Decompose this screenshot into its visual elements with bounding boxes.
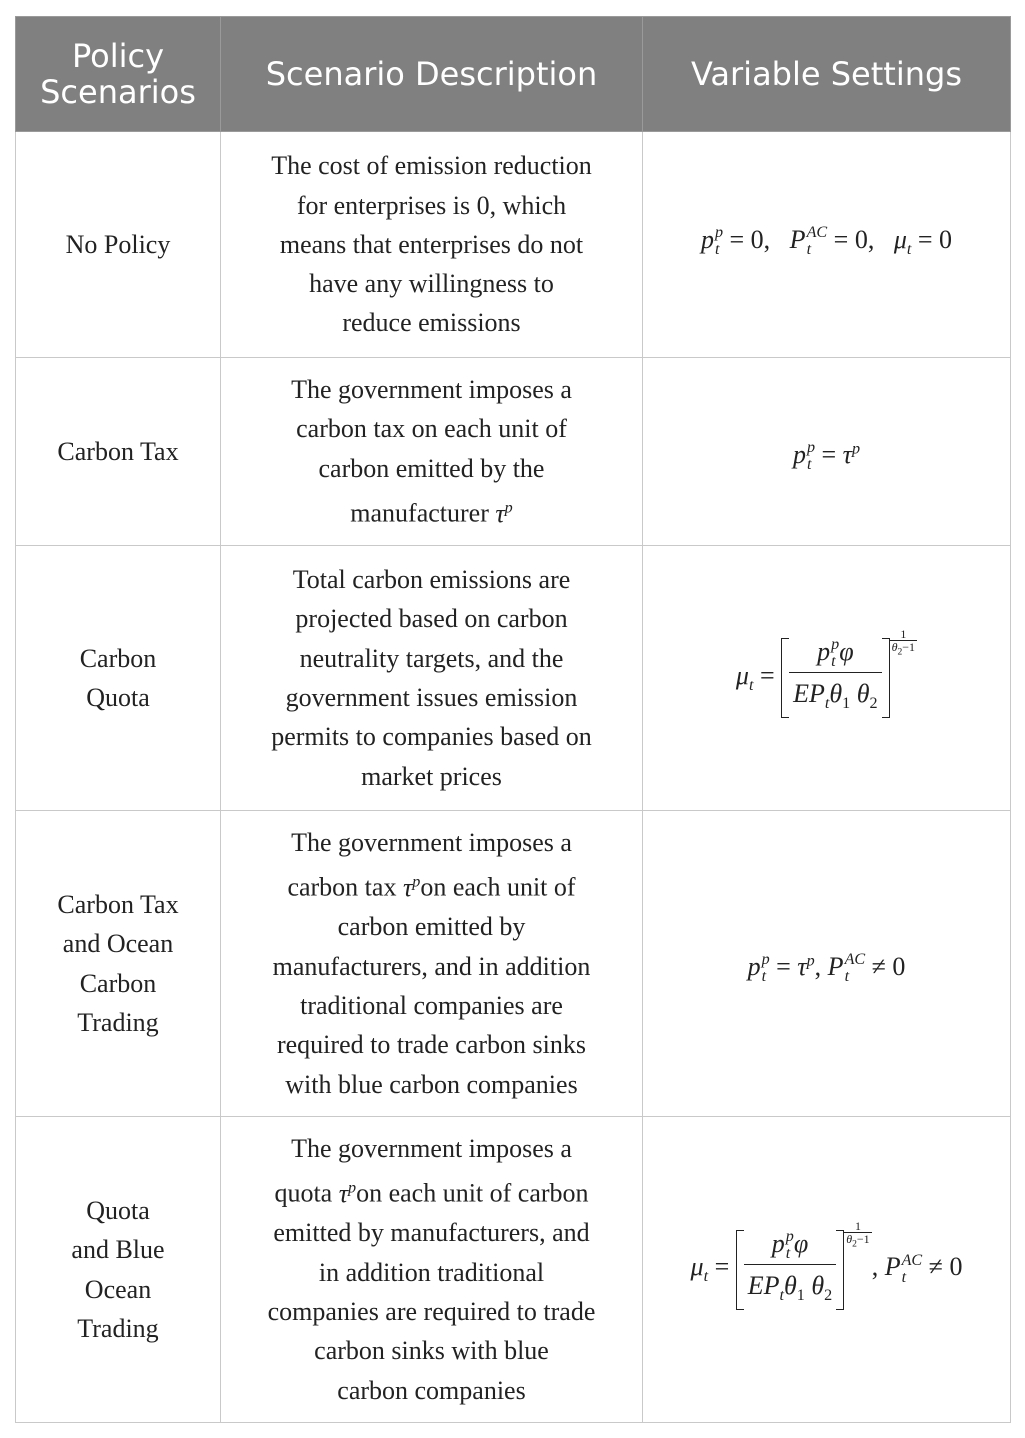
policy-scenarios-table [15,16,1011,1423]
description-line: The government imposes a [291,375,572,405]
description-line: carbon tax on each unit of [296,414,567,444]
header-line: Policy [71,37,165,75]
variable-settings [643,1117,1011,1423]
scenario-name-line: Carbon [79,968,157,998]
description-line: projected based on carbon [295,604,568,634]
description-line: carbon emitted by [337,912,526,942]
scenario-description [221,811,643,1117]
scenario-name [16,811,221,1117]
variable-settings [643,358,1011,546]
scenario-name: No Policy [16,132,221,358]
variable-settings [643,546,1011,811]
variable-settings [643,132,1011,358]
description-line: means that enterprises do not [279,229,584,259]
scenario-name [16,1117,221,1423]
scenario-name-line: Carbon Tax [57,889,179,919]
scenario-description [221,546,643,811]
scenario-name-line: and Ocean [62,929,174,959]
scenario-name-line: and Blue [71,1235,165,1265]
description-line: carbon emitted by the [318,453,545,483]
description-line: market prices [361,761,502,791]
settings-formula: $\mu_t$ = p p t φ $EP_t\theta_1$ $\theta_2$ $\frac{1}{\theta_2-1}$ [736,661,917,690]
description-line: with blue carbon companies [285,1069,578,1099]
description-line: reduce emissions [342,308,521,338]
description-line: government issues emission [285,683,578,712]
scenario-name-line: Trading [77,1313,159,1343]
description-line: on each unit of carbon [356,1179,589,1209]
header-row [16,17,1011,132]
description-line: The cost of emission reduction [271,151,592,181]
settings-formula: $\mu_t$ = p p t φ $EP_t\theta_1$ $\theta_2$ $\frac{1}{\theta_2-1}$ , P AC t ≠ 0 [691,1252,963,1281]
description-line: permits to companies based on [271,722,592,752]
scenario-description [221,132,643,358]
header-variable-settings: Variable Settings [643,17,1011,132]
description-line: quota [274,1179,333,1209]
settings-formula: p p t = 0, P AC t = 0, $\mu_t = 0$ [700,223,953,258]
scenario-name [16,546,221,811]
description-line: companies are required to trade [267,1296,596,1326]
table-row [16,811,1011,1117]
settings-formula: p p t = $\tau^p$, P AC t ≠ 0 [747,950,906,985]
description-line: The government imposes a [291,828,572,858]
scenario-name-line: Carbon [79,643,157,673]
description-line: have any willingness to [309,269,554,299]
description-line: Total carbon emissions are [292,565,571,595]
description-line: for enterprises is 0, which [296,190,567,220]
variable-settings [643,811,1011,1117]
tau-symbol: $\tau^p$ [338,1179,357,1209]
description-line: on each unit of [420,873,576,903]
scenario-description [221,358,643,546]
table-row [16,1117,1011,1423]
tau-symbol: $\tau^p$ [402,873,421,903]
header-scenario-description: Scenario Description [221,17,643,132]
scenario-description [221,1117,643,1423]
scenario-name-line: Quota [86,683,150,712]
description-line: manufacturers, and in addition [272,951,591,981]
description-line: carbon sinks with blue [314,1336,549,1366]
settings-formula: p p t = $\tau^p$ [792,438,861,473]
tau-symbol: $\tau^p$ [495,498,513,528]
table-row [16,132,1011,358]
table-row [16,358,1011,546]
description-line: in addition traditional [318,1257,545,1287]
description-line: manufacturer [350,498,489,528]
scenario-name: Carbon Tax [16,358,221,546]
description-line: traditional companies are [300,990,563,1020]
description-line: carbon companies [337,1375,526,1405]
description-line: The government imposes a [291,1134,572,1164]
description-line: carbon tax [287,873,397,903]
description-line: emitted by manufacturers, and [273,1218,590,1248]
scenario-name-line: Ocean [84,1274,152,1304]
header-policy-scenarios [16,17,221,132]
header-line: Scenarios [40,73,196,111]
scenario-name-line: Trading [77,1007,159,1037]
description-line: neutrality targets, and the [299,643,564,673]
description-line: required to trade carbon sinks [276,1030,586,1060]
scenario-name-line: Quota [86,1195,150,1225]
table-row [16,546,1011,811]
